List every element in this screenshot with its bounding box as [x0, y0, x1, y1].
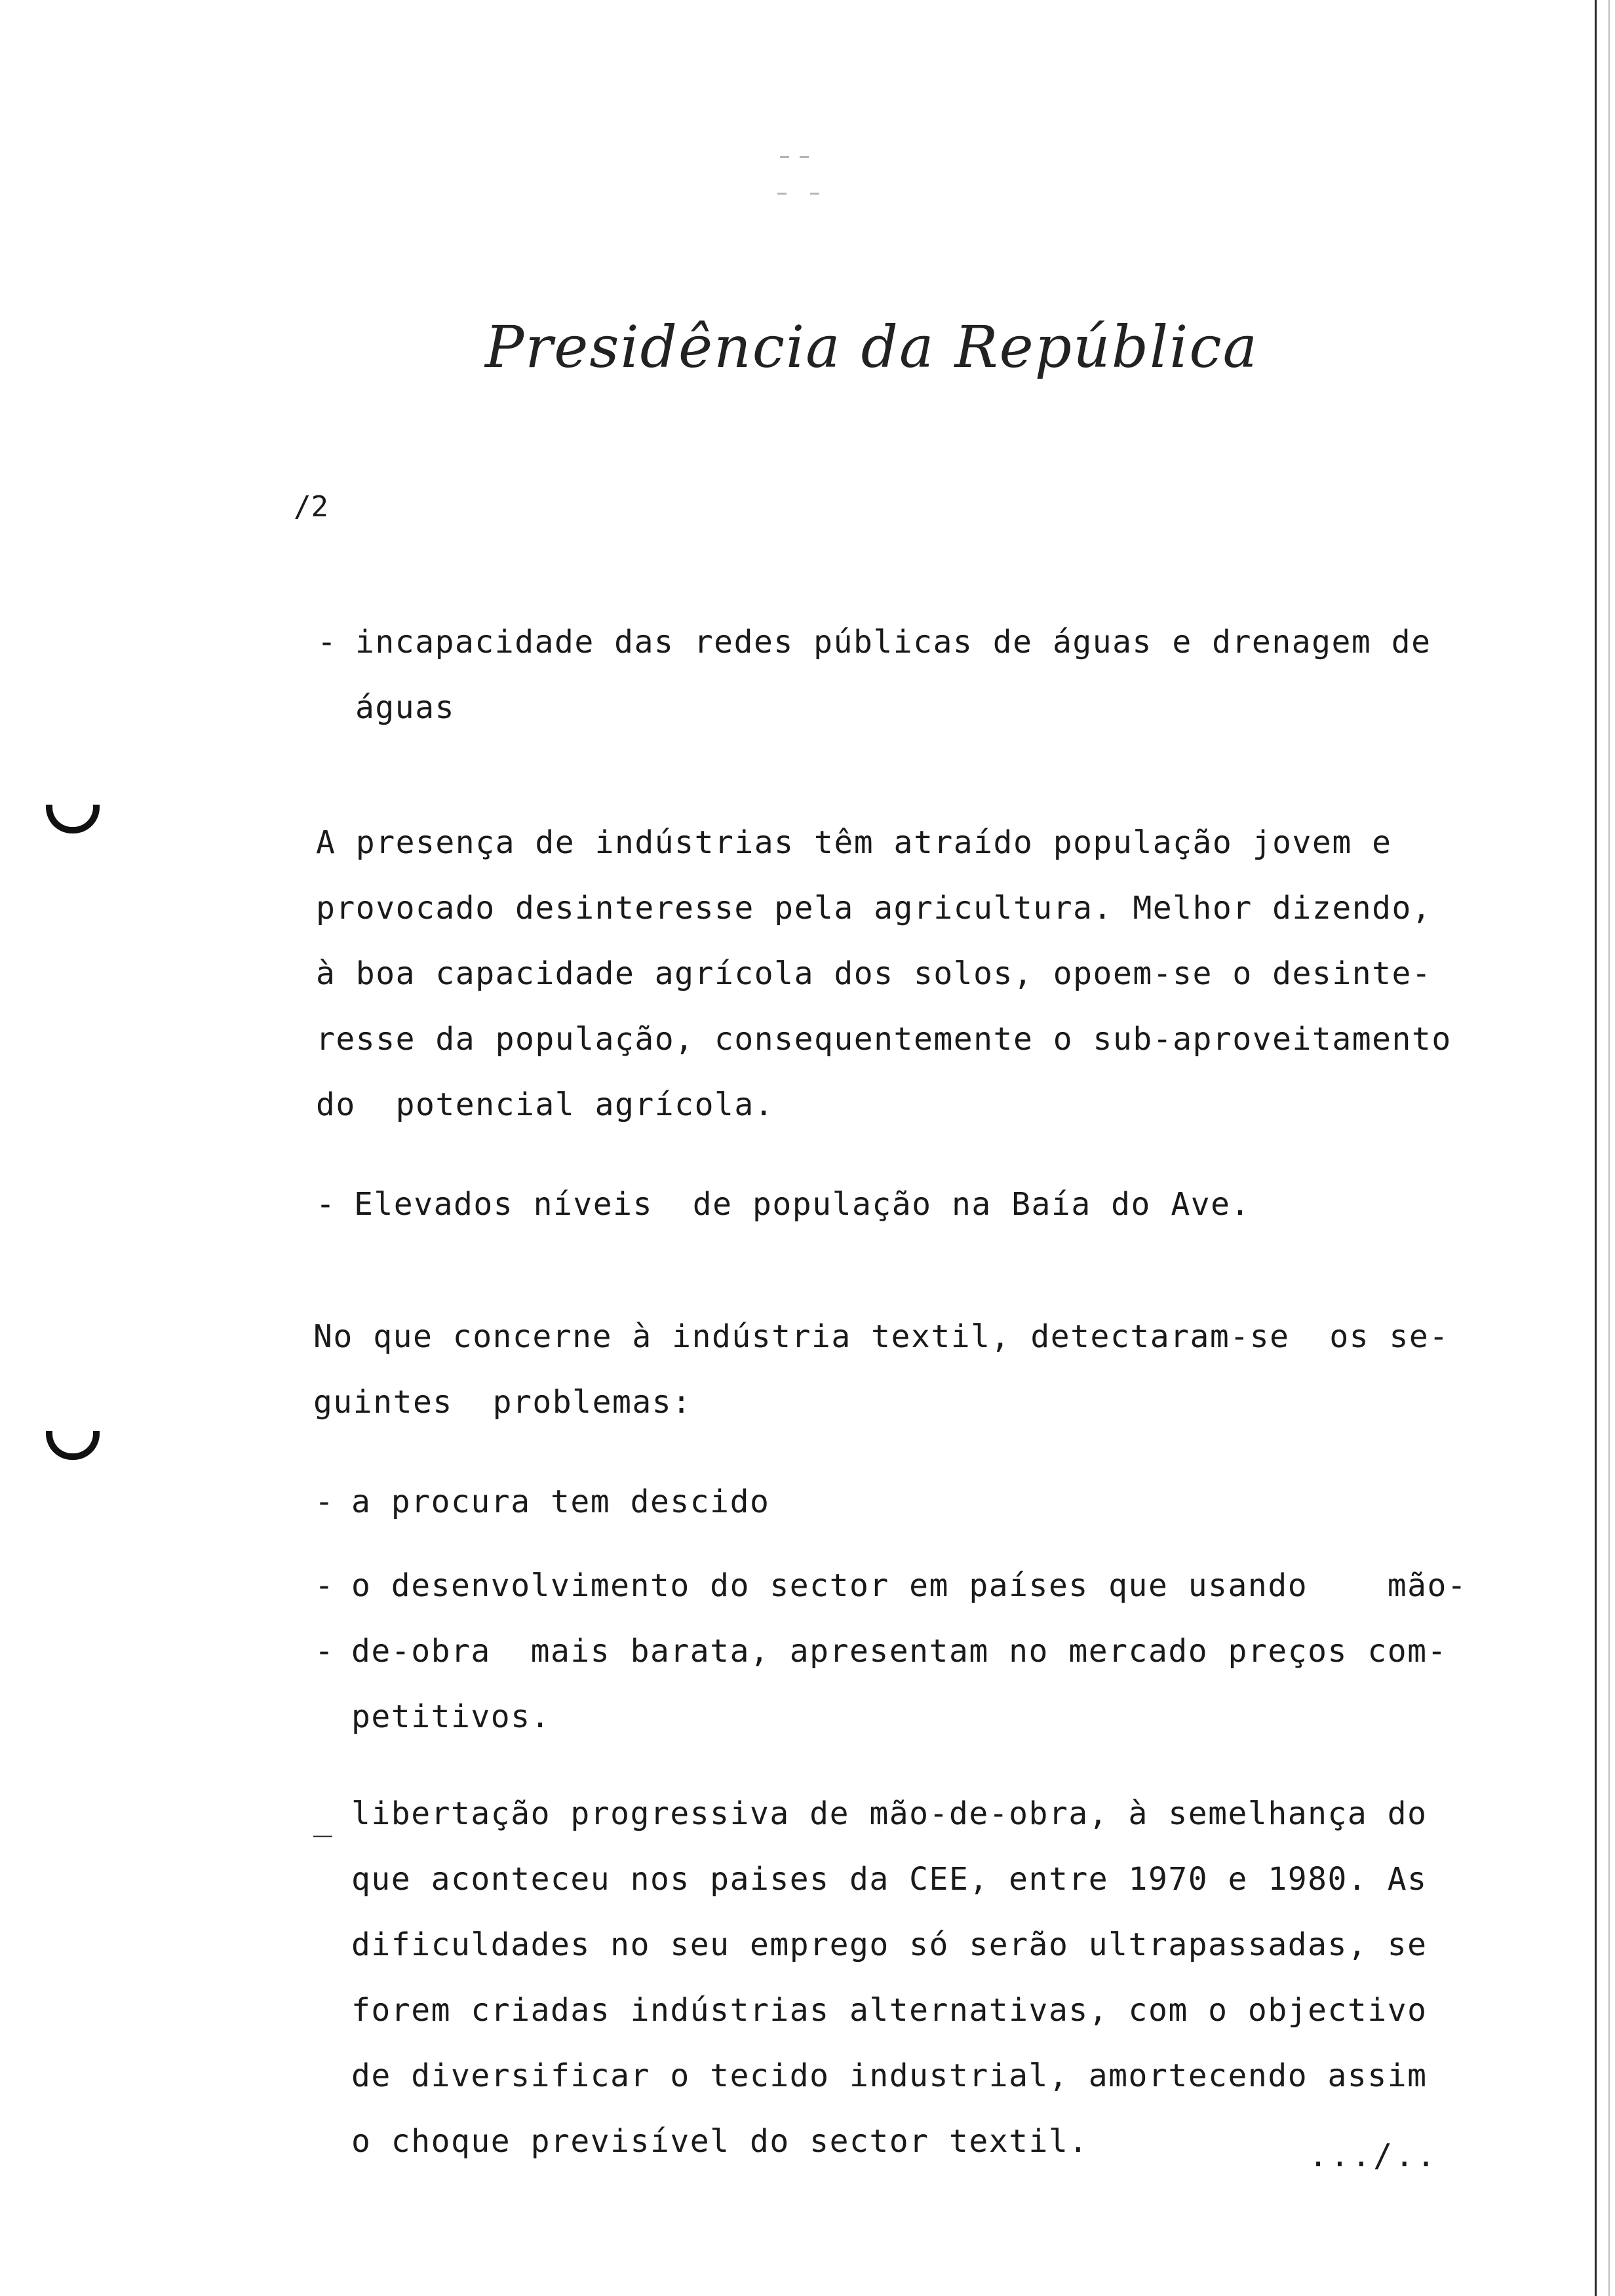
paragraph-2-line-1: No que concerne à indústria textil, detectaram-se os se-: [313, 1318, 1449, 1355]
bullet-5-line-3: dificuldades no seu emprego só serão ultrapassadas, se: [351, 1926, 1428, 1963]
bullet-5-line-2: que aconteceu nos paises da CEE, entre 1970 e 1980. As: [351, 1861, 1428, 1898]
scan-speck: [800, 156, 809, 158]
page-edge-line-faint: [1608, 0, 1610, 2296]
paragraph-1-line-3: à boa capacidade agrícola dos solos, opoem-se o desinte-: [316, 955, 1432, 992]
bullet-dash: _: [313, 1801, 332, 1837]
bullet-2-text: Elevados níveis de população na Baía do Ave.: [354, 1186, 1251, 1223]
bullet-5-line-5: de diversificar o tecido industrial, amortecendo assim: [351, 2057, 1428, 2094]
continuation-mark: .../..: [1308, 2137, 1438, 2174]
paragraph-2-line-2: guintes problemas:: [313, 1384, 692, 1421]
bullet-5-line-1: libertação progressiva de mão-de-obra, à semelhança do: [351, 1795, 1428, 1832]
bullet-1-line-2: águas: [355, 689, 455, 726]
paragraph-1-line-1: A presença de indústrias têm atraído população jovem e: [316, 824, 1392, 861]
bullet-dash: -: [317, 624, 336, 660]
bullet-3-text: a procura tem descido: [351, 1483, 770, 1520]
punch-hole-mark: [46, 1431, 100, 1460]
punch-hole-mark: [46, 805, 100, 833]
scan-speck: [810, 193, 819, 195]
page-edge-line: [1595, 0, 1597, 2296]
paragraph-1-line-5: do potencial agrícola.: [316, 1086, 775, 1123]
bullet-4-line-2: de-obra mais barata, apresentam no mercado preços com-: [351, 1633, 1447, 1670]
letterhead-title: Presidência da República: [485, 313, 1259, 381]
scan-speck: [777, 193, 787, 195]
paragraph-1-line-4: resse da população, consequentemente o sub-aproveitamento: [316, 1021, 1452, 1058]
bullet-1-line-1: incapacidade das redes públicas de águas e drenagem de: [355, 624, 1431, 660]
paragraph-1-line-2: provocado desinteresse pela agricultura. Melhor dizendo,: [316, 890, 1432, 927]
bullet-4-line-1: o desenvolvimento do sector em países que usando mão-: [351, 1567, 1468, 1604]
scan-speck: [780, 156, 789, 158]
bullet-4-line-3: petitivos.: [351, 1698, 551, 1735]
bullet-dash: -: [315, 1567, 334, 1604]
bullet-dash: -: [316, 1186, 335, 1223]
bullet-dash: -: [315, 1483, 334, 1520]
bullet-5-line-4: forem criadas indústrias alternativas, com o objectivo: [351, 1992, 1428, 2029]
bullet-5-line-6: o choque previsível do sector textil.: [351, 2123, 1089, 2160]
bullet-dash: -: [315, 1633, 334, 1670]
page-number: /2: [294, 490, 328, 524]
